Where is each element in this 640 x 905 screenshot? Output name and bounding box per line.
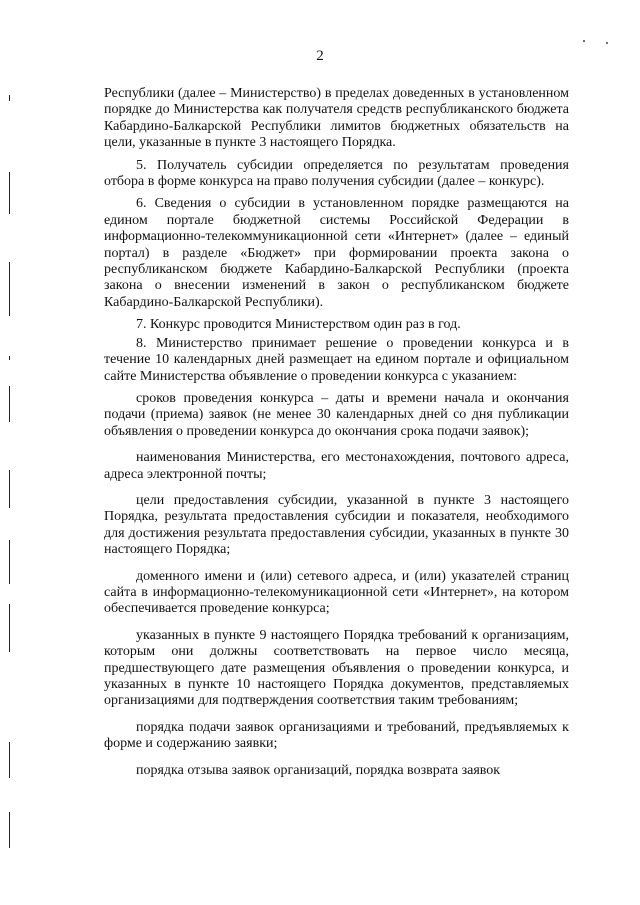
scan-margin-mark [9,262,10,316]
paragraph-item-8-domain: доменного имени и (или) сетевого адреса, и (или) указателей страниц сайта в информационно-телекомуникационной сети «Интернет», на котором обеспечивается проведение конкурса; [104,568,569,617]
paragraph-item-8-withdraw: порядка отзыва заявок организаций, порядка возврата заявок [136,762,501,778]
paragraph-item-8: 8. Министерство принимает решение о проведении конкурса и в течение 10 календарных дней размещает на едином портале и официальном сайте Министерства объявление о проведении конкурса с указанием: [104,335,569,384]
page-number: 2 [316,48,324,64]
scan-margin-mark [9,812,10,848]
scan-margin-mark [9,356,10,360]
scan-corner-dot [606,42,608,44]
paragraph-item-6: 6. Сведения о субсидии в установленном порядке размещаются на едином портале бюджетной системы Российской Федерации в информационно-телекоммуникационной сети «Интернет» (далее – единый портал) в разделе «Бюджет» при формировании проекта закона о республиканском бюджете Кабардино-Балкарской Республики (проекта закона о внесении изменений в закон о республиканском бюджете Кабардино-Балкарской Республики). [104,196,569,310]
scan-margin-mark [9,540,10,584]
scan-margin-mark [9,172,10,214]
scan-margin-mark [9,386,10,422]
paragraph-item-8-order: порядка подачи заявок организациями и требований, предъявляемых к форме и содержанию заявки; [104,719,569,752]
document-body [104,86,569,789]
paragraph-item-8-requirements: указанных в пункте 9 настоящего Порядка требований к организациям, которым они должны соответствовать на первое число месяца, предшествующего дате размещения объявления о проведении конкурса, и указанных в пункте 10 настоящего Порядка документов, представляемых организациями для подтверждения соответствия таким требованиям; [104,627,569,709]
paragraph-item-5: 5. Получатель субсидии определяется по результатам проведения отбора в форме конкурса на право получения субсидии (далее – конкурс). [104,157,569,190]
scan-margin-mark [9,742,10,778]
paragraph-continuation: Республики (далее – Министерство) в пределах доведенных в установленном порядке до Министерства как получателя средств республиканского бюджета Кабардино-Балкарской Республики лимитов бюджетных обязательств на цели, указанные в пункте 3 настоящего Порядка. [104,86,569,151]
paragraph-item-8-goals: цели предоставления субсидии, указанной в пункте 3 настоящего Порядка, результата предоставления субсидии и показателя, необходимого для достижения результата предоставления субсидии, указанных в пункте 30 настоящего Порядка; [104,492,569,558]
paragraph-item-8-terms: сроков проведения конкурса – даты и времени начала и окончания подачи (приема) заявок (не менее 30 календарных дней со дня публикации объявления о проведении конкурса до окончания срока подачи заявок); [104,390,569,439]
scan-margin-mark [9,604,10,652]
paragraph-item-7: 7. Конкурс проводится Министерством один раз в год. [136,317,461,333]
paragraph-item-8-ministry: наименования Министерства, его местонахождения, почтового адреса, адреса электронной почты; [104,450,569,482]
scan-margin-mark [9,95,10,101]
scan-margin-mark [9,470,10,508]
scan-corner-dot [583,40,585,42]
